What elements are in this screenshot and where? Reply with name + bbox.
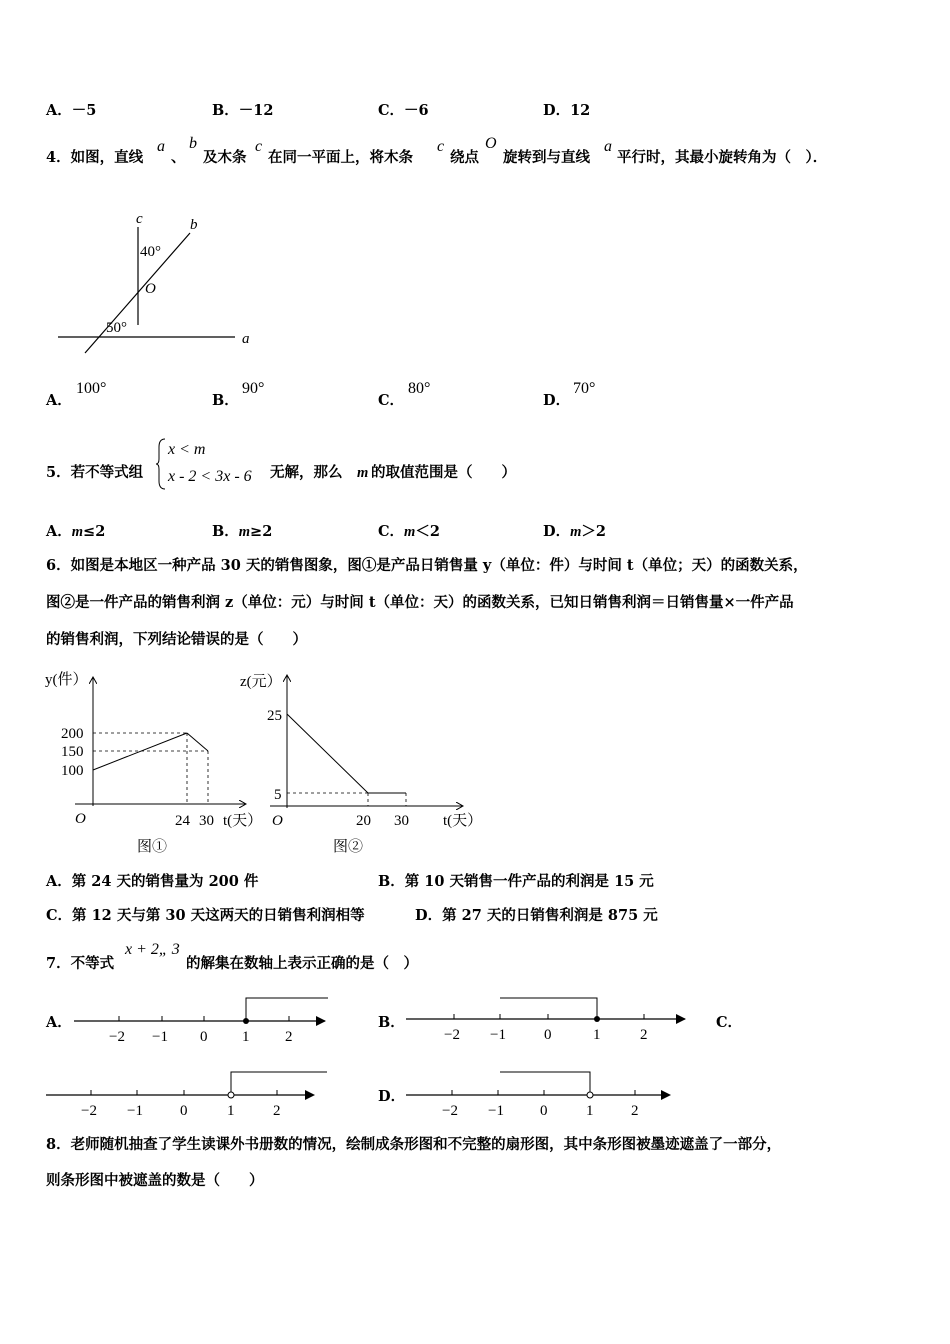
- fig2-origin: O: [272, 813, 283, 829]
- q4-mid3: 绕点: [450, 149, 479, 166]
- q4-option-d-label: D．: [543, 392, 571, 409]
- q7-numberline-c: [42, 1066, 332, 1122]
- q7-option-b-label: B．: [378, 1014, 405, 1031]
- fig2-x30: 30: [394, 813, 409, 829]
- q7-numberline-a: [70, 992, 332, 1046]
- q7-option-d-label: D．: [378, 1088, 406, 1105]
- q7-expr: x + 2„ 3: [125, 941, 180, 958]
- fig-angle-50: 50°: [106, 320, 127, 336]
- q4-mid4: 旋转到与直线: [503, 149, 590, 166]
- fig-label-a: a: [242, 331, 250, 347]
- tick-neg1: −1: [127, 1103, 143, 1119]
- q4-mid2: 在同一平面上，将木条: [268, 149, 413, 166]
- fig-angle-40: 40°: [140, 244, 161, 260]
- q6-line-3: 的销售利润，下列结论错误的是（ ）: [46, 631, 307, 648]
- tick-2: 2: [273, 1103, 281, 1119]
- q5-suffix-a: 无解，那么: [270, 464, 343, 481]
- q6-option-c: C．第 12 天与第 30 天这两天的日销售利润相等: [46, 907, 365, 924]
- q3-option-d: D．12: [543, 102, 591, 119]
- q5-c-m: m: [404, 524, 416, 540]
- q5-d-m: m: [570, 524, 582, 540]
- q4-option-b-label: B．: [212, 392, 239, 409]
- q4-var-o: O: [485, 135, 497, 152]
- fig2-caption: 图②: [333, 839, 364, 855]
- fig1-caption: 图①: [137, 839, 168, 855]
- q6-option-a: A．第 24 天的销售量为 200 件: [46, 873, 259, 890]
- q6-line-2: 图②是一件产品的销售利润 z（单位：元）与时间 t（单位：天）的函数关系，已知日销售利润＝日销售量×一件产品: [46, 594, 794, 611]
- q4-option-a-value: 100°: [76, 380, 107, 397]
- tick-1: 1: [227, 1103, 235, 1119]
- fig-label-b: b: [190, 217, 198, 233]
- q7-option-a-label: A．: [46, 1014, 72, 1031]
- profit-line-down: [287, 714, 368, 793]
- tick-1: 1: [586, 1103, 594, 1119]
- q5-brace: [155, 437, 167, 491]
- q6-option-b: B．第 10 天销售一件产品的利润是 15 元: [378, 873, 654, 890]
- tick-2: 2: [631, 1103, 639, 1119]
- q4-var-c: c: [255, 138, 263, 155]
- q6-line-1: 6．如图是本地区一种产品 30 天的销售图象，图①是产品日销售量 y（单位：件）与时间 t（单位；天）的函数关系，: [46, 557, 808, 574]
- tick-neg1: −1: [490, 1027, 506, 1043]
- q4-var-b: b: [189, 135, 197, 152]
- q5-a-m: m: [71, 524, 84, 540]
- q5-c-rel: ＜2: [415, 523, 440, 540]
- q4-figure: [40, 205, 280, 355]
- q5-b-label: B．: [212, 523, 239, 540]
- q3-option-b: B．－12: [212, 102, 274, 119]
- q3-option-c: C．－6: [378, 102, 429, 119]
- q5-suffix-b: 的取值范围是（ ）: [371, 464, 516, 481]
- q5-a-rel: ≤2: [83, 523, 106, 540]
- fig2-y25: 25: [267, 708, 282, 724]
- fig2-xlabel: t(天）: [443, 813, 483, 829]
- sales-line-up: [93, 733, 187, 770]
- tick-neg1: −1: [152, 1029, 168, 1045]
- q4-sep: 、: [171, 149, 186, 166]
- q7-prefix: 7．不等式: [46, 955, 115, 972]
- fig1-xlabel: t(天）: [223, 813, 263, 829]
- q5-d-label: D．: [543, 523, 571, 540]
- fig2-ylabel: z(元）: [240, 674, 282, 690]
- q7-numberline-b: [402, 992, 692, 1046]
- fig1-y150: 150: [61, 744, 84, 760]
- sales-line-down: [187, 733, 208, 751]
- q4-var-a: a: [157, 138, 165, 155]
- q4-option-b-value: 90°: [242, 380, 265, 397]
- tick-1: 1: [593, 1027, 601, 1043]
- fig1-origin: O: [75, 811, 86, 827]
- fig2-y5: 5: [274, 787, 282, 803]
- q6-option-d: D．第 27 天的日销售利润是 875 元: [415, 907, 658, 924]
- q5-c-label: C．: [378, 523, 405, 540]
- tick-neg2: −2: [81, 1103, 97, 1119]
- tick-0: 0: [544, 1027, 552, 1043]
- tick-neg2: −2: [442, 1103, 458, 1119]
- q7-suffix: 的解集在数轴上表示正确的是（ ）: [186, 955, 418, 972]
- fig1-ylabel: y(件）: [45, 672, 88, 688]
- tick-0: 0: [540, 1103, 548, 1119]
- q7-numberline-d: [402, 1066, 692, 1122]
- q7-option-c-label: C．: [716, 1014, 743, 1031]
- tick-0: 0: [180, 1103, 188, 1119]
- q8-line-2: 则条形图中被遮盖的数是（ ）: [46, 1172, 264, 1189]
- tick-1: 1: [242, 1029, 250, 1045]
- q4-option-d-value: 70°: [573, 380, 596, 397]
- tick-neg2: −2: [109, 1029, 125, 1045]
- tick-2: 2: [640, 1027, 648, 1043]
- q5-b-rel: ≥2: [250, 523, 273, 540]
- q5-a-label: A．: [46, 523, 72, 540]
- fig1-x30: 30: [199, 813, 214, 829]
- q4-option-a-label: A．: [46, 392, 72, 409]
- q4-var-a2: a: [604, 138, 612, 155]
- q5-ineq-1: x < m: [168, 441, 206, 458]
- fig1-y100: 100: [61, 763, 84, 779]
- q5-ineq-2: x - 2 < 3x - 6: [168, 468, 252, 485]
- q3-option-a: A．－5: [46, 102, 97, 119]
- q4-var-c2: c: [437, 138, 445, 155]
- q5-b-m: m: [238, 524, 251, 540]
- q4-option-c-value: 80°: [408, 380, 431, 397]
- fig-label-c: c: [136, 211, 143, 227]
- tick-0: 0: [200, 1029, 208, 1045]
- q4-prefix: 4．如图，直线: [46, 149, 144, 166]
- fig2-x20: 20: [356, 813, 371, 829]
- q5-prefix: 5．若不等式组: [46, 464, 144, 481]
- fig1-x24: 24: [175, 813, 190, 829]
- q4-mid1: 及木条: [203, 149, 247, 166]
- fig-label-o: O: [145, 281, 156, 297]
- tick-neg2: −2: [444, 1027, 460, 1043]
- q6-figure-2: [240, 668, 485, 858]
- fig1-y200: 200: [61, 726, 84, 742]
- tick-2: 2: [285, 1029, 293, 1045]
- q4-suffix: 平行时，其最小旋转角为（ ）．: [617, 149, 828, 166]
- q8-line-1: 8．老师随机抽查了学生读课外书册数的情况，绘制成条形图和不完整的扇形图，其中条形图被墨迹遮盖了一部分，: [46, 1136, 782, 1153]
- q5-d-rel: ＞2: [581, 523, 606, 540]
- q4-option-c-label: C．: [378, 392, 405, 409]
- tick-neg1: −1: [488, 1103, 504, 1119]
- q5-m: m: [357, 465, 369, 481]
